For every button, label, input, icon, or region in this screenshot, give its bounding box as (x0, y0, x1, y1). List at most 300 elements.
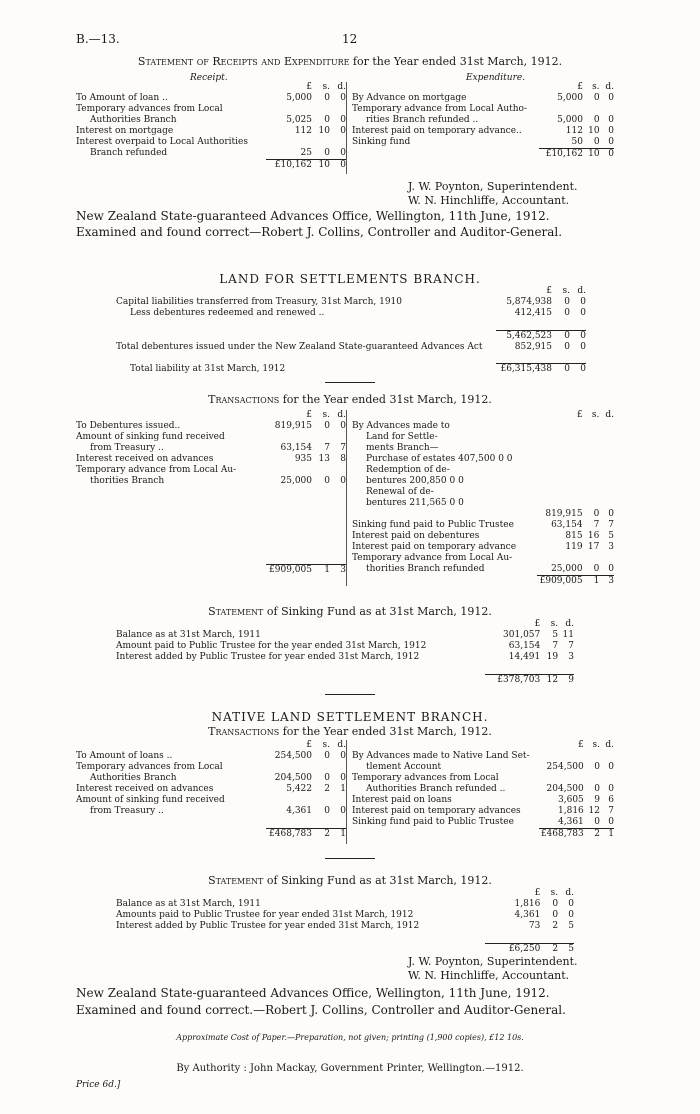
table-row (352, 531, 614, 542)
row-label: By Advances made to (352, 421, 450, 431)
row-label (76, 487, 266, 498)
lsd-header-row (76, 410, 346, 421)
shillings-value: 0 (324, 806, 330, 816)
shillings-value: 12 (588, 806, 600, 816)
table-row (76, 806, 346, 817)
pounds-value (537, 443, 582, 454)
pounds-value: 112 (565, 126, 583, 136)
row-label: Sinking fund paid to Public Trustee (352, 817, 514, 827)
shillings-head: s. (322, 82, 330, 92)
table-row (352, 520, 614, 531)
pounds-value (485, 932, 541, 943)
row-label: Balance as at 31st March, 1911 (116, 630, 261, 640)
pounds-head: £ (306, 82, 312, 92)
nls-title: NATIVE LAND SETTLEMENT BRANCH. (211, 710, 489, 724)
shillings-value (312, 553, 330, 564)
pence-value: 0 (608, 784, 614, 794)
row-label: Branch refunded (90, 148, 168, 158)
row-label (116, 663, 485, 674)
examined-line-2: Examined and found correct.—Robert J. Collins, Controller and Auditor-General. (76, 1003, 566, 1017)
pence-head: d. (605, 740, 614, 750)
transactions-payments (352, 410, 614, 587)
table-row (352, 432, 614, 443)
shillings-value: 0 (564, 341, 570, 352)
shillings-value (312, 762, 330, 773)
shillings-value (583, 476, 600, 487)
row-label: Less debentures redeemed and renewed .. (130, 308, 325, 318)
pounds-value (485, 663, 541, 674)
pence-value: 0 (608, 137, 614, 147)
table-row (76, 531, 346, 542)
row-label: Interest received on advances (76, 454, 214, 464)
examined-line: Examined and found correct—Robert J. Collins, Controller and Auditor-General. (76, 225, 563, 239)
column-divider (346, 82, 347, 174)
row-label: To Debentures issued.. (76, 421, 181, 431)
table-row (116, 364, 586, 376)
row-label: Interest added by Public Trustee for year ended 31st March, 1912 (116, 921, 420, 931)
table-row (352, 762, 614, 773)
pounds-value: £378,703 (485, 674, 541, 686)
pounds-value: 119 (565, 542, 583, 552)
pence-value: 0 (340, 421, 346, 431)
pounds-head: £ (534, 888, 541, 898)
row-label: tlement Account (366, 762, 442, 772)
pence-value: 3 (330, 564, 346, 576)
shillings-value: 7 (593, 520, 600, 530)
shillings-value: 0 (593, 115, 600, 125)
pence-value: 0 (568, 910, 574, 920)
pounds-value: 63,154 (280, 443, 312, 453)
table-row (76, 751, 346, 762)
table-row (352, 553, 614, 564)
table-row (352, 806, 614, 817)
table-row (76, 520, 346, 531)
pounds-value (266, 509, 312, 520)
pence-value: 0 (580, 297, 586, 307)
shillings-head: s. (592, 740, 600, 750)
table-row (352, 829, 614, 841)
label-cell (352, 82, 539, 93)
nls-subtitle: Transactions for the Year ended 31st March, 1912. (208, 725, 492, 738)
lsd-header-row (116, 286, 586, 297)
row-label: Land for Settle- (366, 432, 438, 442)
table-row (76, 115, 346, 126)
table-row (76, 553, 346, 564)
shillings-value: 0 (324, 476, 330, 486)
table-row (116, 652, 574, 663)
table-row (76, 104, 346, 115)
pence-value: 0 (330, 160, 346, 172)
pence-value (330, 487, 346, 498)
shillings-value (583, 487, 600, 498)
row-label: thorities Branch refunded (366, 564, 485, 574)
pounds-head: £ (534, 619, 541, 629)
label-cell (116, 286, 496, 297)
pence-value: 7 (568, 641, 574, 651)
table-row (76, 126, 346, 137)
row-label (116, 319, 496, 330)
table-row (352, 751, 614, 762)
row-label (76, 553, 266, 564)
pence-value (330, 520, 346, 531)
row-label: Interest added by Public Trustee for year ended 31st March, 1912 (116, 652, 420, 662)
table-row (116, 899, 574, 910)
row-label (116, 943, 485, 955)
pence-head: d. (565, 619, 574, 629)
shillings-value: 10 (312, 160, 330, 172)
shillings-value: 0 (324, 751, 330, 761)
shillings-value: 0 (552, 330, 570, 342)
table-row (76, 773, 346, 784)
table-row (352, 817, 614, 829)
pence-value (330, 531, 346, 542)
table-row (116, 663, 574, 674)
lsd-header-row (352, 82, 614, 93)
shillings-value: 7 (552, 641, 559, 651)
pounds-value (266, 531, 312, 542)
table-row (352, 773, 614, 784)
table-row (76, 564, 346, 576)
pounds-value (266, 520, 312, 531)
pence-value (330, 432, 346, 443)
row-label: Capital liabilities transferred from Treasury, 31st March, 1910 (116, 297, 403, 307)
shillings-value (552, 353, 570, 364)
pence-head: d. (337, 740, 346, 750)
pounds-value: 4,361 (286, 806, 312, 816)
divider (325, 858, 375, 859)
pence-head: d. (605, 410, 614, 420)
pence-value (600, 751, 614, 762)
table-row (116, 330, 586, 342)
shillings-value: 10 (318, 126, 330, 136)
table-row (352, 443, 614, 454)
pounds-value (539, 104, 583, 115)
pence-value (570, 319, 586, 330)
pence-value (600, 773, 614, 784)
pounds-value (496, 353, 552, 364)
shillings-head: s. (591, 410, 600, 420)
pounds-value: £468,783 (266, 828, 312, 840)
pence-value: 0 (568, 899, 574, 909)
pence-value (330, 498, 346, 509)
label-cell (76, 82, 266, 93)
shillings-value (312, 795, 330, 806)
row-label: Authorities Branch (90, 115, 177, 125)
pounds-value: 3,605 (558, 795, 584, 805)
pounds-value: 5,874,938 (506, 297, 552, 307)
row-label: Sinking fund paid to Public Trustee (352, 520, 514, 530)
row-label (76, 542, 266, 553)
pence-value: 0 (608, 93, 614, 103)
pence-value: 3 (608, 542, 614, 552)
pence-value (599, 432, 614, 443)
pounds-value (539, 773, 584, 784)
column-divider (346, 740, 347, 844)
pounds-value: 25,000 (280, 476, 312, 486)
series-number: B.—13. (76, 32, 120, 46)
shillings-value: 1 (312, 564, 330, 576)
pence-value: 0 (608, 762, 614, 772)
pounds-value (266, 137, 312, 148)
pence-value: 0 (570, 364, 586, 376)
table-row (352, 784, 614, 795)
table-row (76, 476, 346, 487)
pounds-value: £10,162 (539, 149, 583, 161)
pounds-value: 14,491 (508, 652, 541, 662)
shillings-value: 10 (583, 149, 600, 161)
row-label: Interest paid on temporary advance.. (352, 126, 522, 136)
pounds-value: 254,500 (546, 762, 584, 772)
shillings-value (540, 663, 558, 674)
table-row (76, 421, 346, 432)
pounds-value: 112 (294, 126, 312, 136)
table-row (352, 115, 614, 126)
pence-value: 7 (608, 520, 614, 530)
pounds-value (537, 498, 582, 509)
shillings-head: s. (550, 888, 559, 898)
shillings-value (312, 520, 330, 531)
pounds-value (537, 454, 582, 465)
table-row (352, 149, 614, 161)
pounds-value: 63,154 (508, 641, 541, 651)
lfs-block (116, 286, 586, 375)
pence-value (330, 795, 346, 806)
pounds-value (266, 817, 312, 828)
nls-receipts (76, 740, 346, 840)
pounds-value: 819,915 (274, 421, 312, 431)
shillings-value (312, 104, 330, 115)
table-row (352, 795, 614, 806)
shillings-value (312, 465, 330, 476)
row-label: Temporary advance from Local Autho- (352, 104, 528, 114)
pounds-value (539, 751, 584, 762)
row-label (76, 160, 266, 172)
pounds-value: 5,422 (286, 784, 312, 794)
shillings-head: s. (550, 619, 559, 629)
lsd-header-row (76, 740, 346, 751)
pounds-head: £ (306, 740, 312, 750)
expenditure-block (352, 82, 614, 160)
shillings-value: 13 (318, 454, 330, 464)
shillings-value: 0 (593, 137, 600, 147)
shillings-value: 2 (540, 943, 558, 955)
pence-value (330, 104, 346, 115)
shillings-value: 2 (312, 828, 330, 840)
pence-head: d. (337, 410, 346, 420)
pence-value: 0 (608, 509, 614, 519)
row-label (116, 674, 485, 686)
pence-value: 0 (608, 817, 614, 827)
row-label: from Treasury .. (90, 443, 164, 453)
pence-value: 3 (568, 652, 574, 662)
pounds-value: 5,025 (286, 115, 312, 125)
pence-value: 0 (340, 806, 346, 816)
shillings-value (312, 817, 330, 828)
shillings-value (583, 553, 600, 564)
shillings-value: 2 (584, 829, 600, 841)
table-row (76, 160, 346, 172)
table-row (76, 795, 346, 806)
pence-head: d. (577, 286, 586, 296)
table-row (76, 137, 346, 148)
row-label: Redemption of de- (366, 465, 450, 475)
table-row (116, 297, 586, 308)
pence-value (330, 509, 346, 520)
pounds-value (266, 762, 312, 773)
pounds-value: £6,315,438 (496, 364, 552, 376)
pence-value: 5 (568, 921, 574, 931)
pence-value (558, 932, 574, 943)
page-number: 12 (342, 32, 358, 46)
label-cell (116, 888, 485, 899)
row-label: Interest received on advances (76, 784, 214, 794)
row-label: Temporary advances from Local (76, 104, 223, 114)
table-row (76, 498, 346, 509)
shillings-value: 10 (588, 126, 600, 136)
table-row (116, 630, 574, 641)
shillings-value (584, 751, 600, 762)
pence-value: 11 (562, 630, 574, 640)
pence-value (330, 465, 346, 476)
shillings-value (583, 104, 600, 115)
shillings-value (312, 487, 330, 498)
shillings-value: 0 (564, 297, 570, 307)
receipts-block (76, 82, 346, 171)
shillings-value: 0 (324, 773, 330, 783)
cost-note: Approximate Cost of Paper.—Preparation, not given; printing (1,900 copies), £12 10s. (176, 1033, 524, 1042)
table-row (352, 476, 614, 487)
pounds-value (537, 465, 582, 476)
shillings-value: 0 (564, 308, 570, 318)
pounds-value: 852,915 (514, 341, 552, 352)
shillings-value: 0 (324, 148, 330, 158)
shillings-value (540, 932, 558, 943)
table-row (76, 432, 346, 443)
pounds-value: 1,816 (558, 806, 584, 816)
row-label: ments Branch— (366, 443, 439, 453)
shillings-value: 0 (593, 93, 600, 103)
pounds-value: 5,462,523 (496, 330, 552, 342)
shillings-value: 0 (324, 421, 330, 431)
pence-value: 6 (608, 795, 614, 805)
pence-value (599, 465, 614, 476)
pounds-value: 412,415 (514, 308, 552, 318)
pence-value: 0 (608, 115, 614, 125)
shillings-value: 0 (594, 817, 600, 827)
row-label (352, 576, 537, 588)
pence-head: d. (565, 888, 574, 898)
lsd-header-row (352, 410, 614, 421)
table-row (352, 137, 614, 149)
pounds-value (266, 487, 312, 498)
row-label (76, 817, 266, 828)
row-label: Interest paid on temporary advance (352, 542, 517, 552)
row-label (76, 564, 266, 576)
pence-value: 3 (599, 576, 614, 588)
shillings-value: 0 (552, 910, 559, 920)
pence-value: 0 (340, 751, 346, 761)
pounds-head: £ (576, 410, 583, 420)
row-label (116, 330, 496, 342)
row-label: Renewal of de- (366, 487, 434, 497)
shillings-value: 0 (594, 784, 600, 794)
pounds-value: 63,154 (551, 520, 583, 530)
row-label: Amount of sinking fund received (76, 795, 225, 805)
row-label: To Amount of loans .. (76, 751, 173, 761)
shillings-value: 0 (593, 564, 600, 574)
divider (325, 382, 375, 383)
pence-value (330, 542, 346, 553)
table-row (116, 932, 574, 943)
row-label: Interest paid on loans (352, 795, 452, 805)
pounds-value (537, 476, 582, 487)
shillings-value: 0 (324, 93, 330, 103)
pounds-value: 5,000 (557, 93, 583, 103)
row-label: Purchase of estates 407,500 0 0 (366, 454, 513, 464)
pounds-value: 301,057 (503, 630, 541, 640)
expenditure-heading: Expenditure. (466, 73, 526, 83)
pence-value (330, 762, 346, 773)
table-row (352, 126, 614, 137)
pounds-value: £468,783 (539, 829, 584, 841)
lsd-header-row (116, 888, 574, 899)
pounds-value: £6,250 (485, 943, 541, 955)
row-label (76, 498, 266, 509)
pence-value: 0 (600, 149, 614, 161)
table-row (76, 817, 346, 828)
table-row (76, 465, 346, 476)
office-line-2: New Zealand State-guaranteed Advances Office, Wellington, 11th June, 1912. (76, 986, 550, 1000)
pence-value (599, 553, 614, 564)
pence-value (330, 137, 346, 148)
pence-value: 0 (340, 773, 346, 783)
pence-value: 0 (570, 330, 586, 342)
pounds-value (266, 104, 312, 115)
shillings-value (552, 319, 570, 330)
shillings-head: s. (592, 82, 600, 92)
table-row (352, 487, 614, 498)
lsd-header-row (116, 619, 574, 630)
shillings-value (583, 498, 600, 509)
table-row (76, 454, 346, 465)
pounds-value: 25 (300, 148, 312, 158)
pounds-value: 73 (528, 921, 541, 931)
shillings-head: s. (322, 740, 330, 750)
pence-value (558, 663, 574, 674)
shillings-value (312, 542, 330, 553)
table-row (352, 509, 614, 520)
pounds-value (266, 542, 312, 553)
row-label (76, 531, 266, 542)
shillings-value: 0 (552, 364, 570, 376)
row-label: Interest overpaid to Local Authorities (76, 137, 248, 147)
shillings-value: 2 (552, 921, 559, 931)
pence-value: 1 (340, 784, 346, 794)
transactions-title: Transactions for the Year ended 31st March, 1912. (208, 393, 492, 406)
pence-value: 0 (340, 126, 346, 136)
lsd-header-row (352, 740, 614, 751)
row-label: Amount of sinking fund received (76, 432, 225, 442)
pence-value (600, 104, 614, 115)
label-cell (352, 410, 537, 421)
table-row (76, 93, 346, 104)
shillings-value: 7 (324, 443, 330, 453)
table-row (76, 762, 346, 773)
table-row (76, 443, 346, 454)
shillings-value: 0 (324, 115, 330, 125)
row-label (352, 829, 539, 841)
pence-value (599, 498, 614, 509)
